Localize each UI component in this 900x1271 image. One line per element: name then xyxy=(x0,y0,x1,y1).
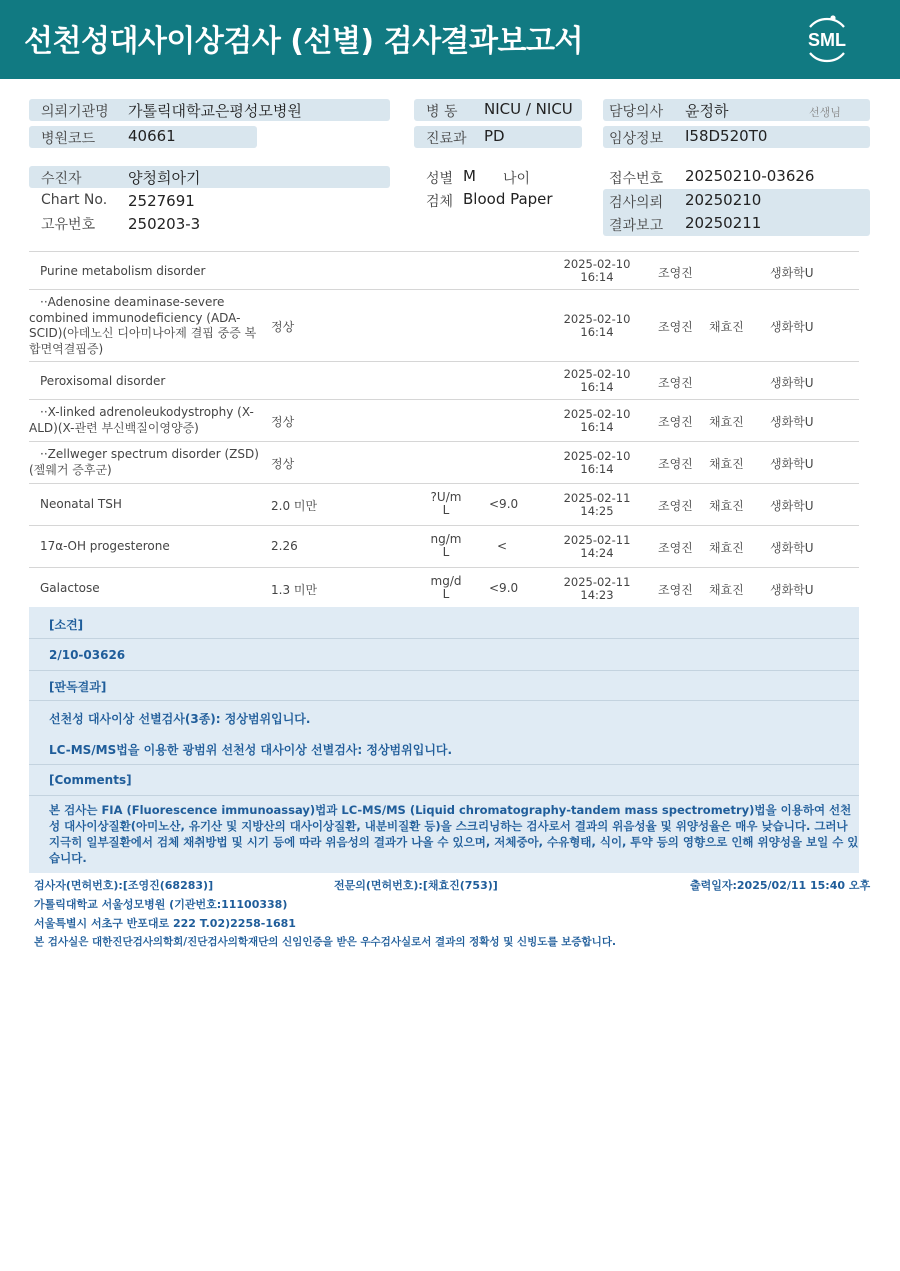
table-row xyxy=(29,399,859,441)
divider xyxy=(29,700,859,701)
test-name: ··Zellweger spectrum disorder (ZSD)(젤웨거 증후군) xyxy=(29,447,259,477)
doctor-label: 담당의사 xyxy=(609,104,664,120)
institution-value: 가톨릭대학교은평성모병원 xyxy=(128,102,302,120)
test-result: 정상 xyxy=(271,457,295,471)
request-value: 20250210 xyxy=(685,191,762,209)
dept-value: PD xyxy=(484,127,505,145)
specialist-name: 채효진 xyxy=(709,499,744,513)
divider xyxy=(29,795,859,796)
tester-name: 조영진 xyxy=(658,320,693,334)
certification-note: 본 검사실은 대한진단검사의학회/진단검사의학재단의 신임인증을 받은 우수검사실로서 결과의 정확성 및 신빙도를 보증합니다. xyxy=(34,936,616,948)
department: 생화학U xyxy=(770,376,814,390)
test-result: 2.26 xyxy=(271,539,298,553)
tester-name: 조영진 xyxy=(658,266,693,280)
chart-label: Chart No. xyxy=(41,192,108,208)
recipient-row-bg xyxy=(29,166,390,188)
clinical-label: 임상정보 xyxy=(609,131,664,147)
test-date: 2025-02-10 16:14 xyxy=(563,367,631,394)
reference-range: < xyxy=(497,539,508,553)
divider xyxy=(29,638,859,639)
sex-value: M xyxy=(463,167,476,185)
test-name: Peroxisomal disorder xyxy=(40,374,166,388)
recipient-value: 양청희아기 xyxy=(128,169,201,187)
test-unit: ng/mL xyxy=(430,532,462,559)
specialist-name: 채효진 xyxy=(709,541,744,555)
institution-label: 의뢰기관명 xyxy=(41,104,109,120)
table-row xyxy=(29,251,859,289)
test-unit: ?U/mL xyxy=(430,490,462,517)
test-name: 17α-OH progesterone xyxy=(40,539,170,553)
divider xyxy=(29,764,859,765)
specialist-name: 채효진 xyxy=(709,457,744,471)
hospital-info: 가톨릭대학교 서울성모병원 (기관번호:11100338) xyxy=(34,898,288,911)
unique-value: 250203-3 xyxy=(128,215,201,233)
specimen-label: 검체 xyxy=(426,194,454,210)
test-date: 2025-02-11 14:23 xyxy=(563,575,631,602)
reading-heading: [판독결과] xyxy=(49,680,107,694)
ward-label: 병 동 xyxy=(426,104,458,120)
table-row xyxy=(29,525,859,567)
reading-result-2: LC-MS/MS법을 이용한 광범위 선천성 대사이상 선별검사: 정상범위입니다. xyxy=(49,743,453,757)
department: 생화학U xyxy=(770,499,814,513)
report-title: 선천성대사이상검사 (선별) 검사결과보고서 xyxy=(24,24,583,59)
comments-heading: [Comments] xyxy=(49,773,132,787)
department: 생화학U xyxy=(770,320,814,334)
request-label: 검사의뢰 xyxy=(609,195,664,211)
tester-name: 조영진 xyxy=(658,376,693,390)
receipt-value: 20250210-03626 xyxy=(685,167,815,185)
reference-range: <9.0 xyxy=(489,497,519,511)
reference-range: <9.0 xyxy=(489,581,519,595)
doctor-value: 윤정하 xyxy=(685,102,729,120)
tester-name: 조영진 xyxy=(658,541,693,555)
table-row xyxy=(29,441,859,483)
report-date-label: 결과보고 xyxy=(609,218,664,234)
department: 생화학U xyxy=(770,415,814,429)
specialist-name: 채효진 xyxy=(709,583,744,597)
test-date: 2025-02-10 16:14 xyxy=(563,407,631,434)
tester-name: 조영진 xyxy=(658,499,693,513)
receipt-label: 접수번호 xyxy=(609,171,664,187)
reading-result-1: 선천성 대사이상 선별검사(3종): 정상범위입니다. xyxy=(49,712,311,726)
comments-text: 본 검사는 FIA (Fluorescence immunoassay)법과 LC-MS/MS (Liquid chromatography-tandem mass spectrometry)법을 이용하여 선천성 대사이상질환(아미노산, 유기산 및 지방산의 대사이상질환, 내분비질환 등)을 스크리닝하는 검사로서 결과의 위음성율 및 위양성율은 매우 낮습니다. 그러나 지극히 일부질환에서 검체 채취방법 및 시기 등에 따라 위음성의 결과가 나올 수 있으며, 저체중아, 수유형태, 식이, 투약 등의 영향으로 인해 위양성을 보일 수 있습니다. xyxy=(49,803,859,865)
tester-info: 검사자(면허번호):[조영진(68283)] xyxy=(34,879,214,892)
print-date: 출력일자:2025/02/11 15:40 오후 xyxy=(690,879,871,892)
test-name: Galactose xyxy=(40,581,100,595)
test-result: 1.3 미만 xyxy=(271,583,318,597)
remarks-section xyxy=(29,607,859,873)
table-row xyxy=(29,289,859,361)
divider xyxy=(29,670,859,671)
doctor-suffix: 선생님 xyxy=(809,106,841,119)
test-result: 정상 xyxy=(271,320,295,334)
report-date-value: 20250211 xyxy=(685,214,762,232)
ward-value: NICU / NICU xyxy=(484,100,573,118)
opinion-heading: [소견] xyxy=(49,618,84,632)
recipient-label: 수진자 xyxy=(41,171,82,187)
tester-name: 조영진 xyxy=(658,415,693,429)
test-result: 정상 xyxy=(271,415,295,429)
test-unit: mg/dL xyxy=(430,574,462,601)
test-date: 2025-02-10 16:14 xyxy=(563,312,631,339)
unique-label: 고유번호 xyxy=(41,217,96,233)
specialist-name: 채효진 xyxy=(709,415,744,429)
table-row xyxy=(29,361,859,399)
dept-label: 진료과 xyxy=(426,131,467,147)
opinion-id: 2/10-03626 xyxy=(49,648,126,662)
sex-label: 성별 xyxy=(426,171,454,187)
specimen-value: Blood Paper xyxy=(463,190,553,208)
sml-logo xyxy=(800,13,854,65)
hospital-code-value: 40661 xyxy=(128,127,176,145)
age-label: 나이 xyxy=(503,171,531,187)
department: 생화학U xyxy=(770,457,814,471)
report-header xyxy=(0,0,900,79)
test-date: 2025-02-10 16:14 xyxy=(563,449,631,476)
department: 생화학U xyxy=(770,541,814,555)
test-name: Neonatal TSH xyxy=(40,497,122,511)
test-name: ··X-linked adrenoleukodystrophy (X-ALD)(X-관련 부신백질이영양증) xyxy=(29,405,254,435)
test-name: ··Adenosine deaminase-severe combined immunodeficiency (ADA-SCID)(아데노신 디아미나아제 결핍 중증 복합면역결핍증) xyxy=(29,295,257,356)
department: 생화학U xyxy=(770,583,814,597)
table-row xyxy=(29,483,859,525)
test-date: 2025-02-11 14:25 xyxy=(563,491,631,518)
hospital-code-label: 병원코드 xyxy=(41,131,96,147)
test-result: 2.0 미만 xyxy=(271,499,318,513)
table-row xyxy=(29,567,859,609)
results-table xyxy=(29,251,859,609)
test-name: Purine metabolism disorder xyxy=(40,264,206,278)
tester-name: 조영진 xyxy=(658,457,693,471)
specialist-name: 채효진 xyxy=(709,320,744,334)
hospital-address: 서울특별시 서초구 반포대로 222 T.02)2258-1681 xyxy=(34,917,296,930)
test-date: 2025-02-10 16:14 xyxy=(563,257,631,284)
department: 생화학U xyxy=(770,266,814,280)
specialist-info: 전문의(면허번호):[채효진(753)] xyxy=(334,879,498,892)
test-date: 2025-02-11 14:24 xyxy=(563,533,631,560)
clinical-value: I58D520T0 xyxy=(685,127,768,145)
chart-value: 2527691 xyxy=(128,192,195,210)
tester-name: 조영진 xyxy=(658,583,693,597)
svg-text:SML: SML xyxy=(808,30,846,50)
